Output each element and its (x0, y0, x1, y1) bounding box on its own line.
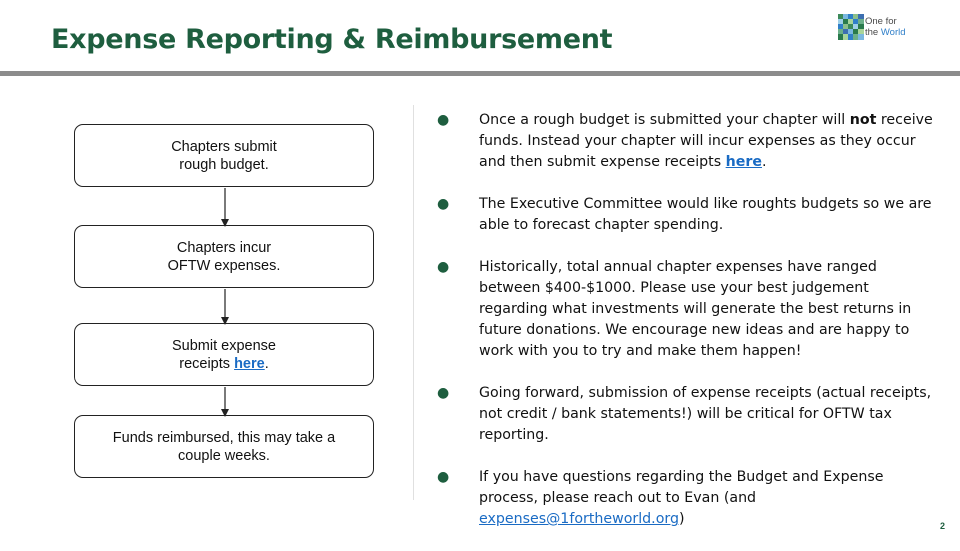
bullet-dot-icon: ● (437, 469, 450, 485)
flow-step-funds-reimbursed (74, 415, 374, 478)
info-bullet-list (430, 110, 940, 551)
logo-text (865, 16, 906, 38)
expenses-email-link[interactable]: expenses@1fortheworld.org (479, 511, 679, 527)
bullet-questions-contact: ● If you have questions regarding the Budget and Expense process, please reach out to Evan (and expenses@1fortheworld.org) (437, 469, 884, 527)
bullet-receipt-submission: ● Going forward, submission of expense receipts (actual receipts, not credit / bank statements!) will be critical for OFTW tax reporting. (437, 385, 932, 443)
bullet-dot-icon: ● (437, 112, 450, 128)
flow-step-submit-budget (74, 124, 374, 187)
column-divider (413, 105, 414, 500)
flow-step-1-line-1: Chapters submit (171, 138, 277, 155)
logo-line-1: One for (865, 16, 897, 27)
flow-step-3-line-2 (179, 355, 268, 373)
logo-line-2a: the (865, 27, 881, 38)
flow-step-3-prefix: receipts (179, 355, 235, 372)
logo-grid-icon (838, 14, 864, 40)
bullet-dot-icon: ● (437, 259, 450, 275)
flow-step-4-line-1: Funds reimbursed, this may take a (112, 429, 336, 446)
logo-line-2b: World (880, 27, 906, 38)
one-for-the-world-logo (838, 14, 918, 42)
bullet-dot-icon: ● (437, 385, 450, 401)
bullet-dot-icon: ● (437, 196, 450, 212)
slide-title: Expense Reporting & Reimbursement (51, 24, 613, 55)
flow-step-4-line-2: couple weeks. (178, 447, 270, 464)
flow-step-2-line-1: Chapters incur (176, 239, 272, 256)
header-rule (0, 71, 960, 76)
flow-step-2-line-2: OFTW expenses. (167, 257, 281, 274)
flow-step-3-suffix: . (264, 355, 269, 372)
bullet-rough-budget: ● Once a rough budget is submitted your chapter will not receive funds. Instead your chapter will incur expenses as they occur and then submit expense receipts here. (437, 112, 933, 170)
receipts-here-link[interactable]: here (234, 355, 265, 372)
flow-step-incur-expenses (74, 225, 374, 288)
page-number: 2 (940, 521, 946, 531)
flow-step-1-line-2: rough budget. (179, 156, 269, 173)
flow-step-submit-receipts (74, 323, 374, 386)
bullet-executive-committee: ● The Executive Committee would like roughts budgets so we are able to forecast chapter spending. (437, 196, 932, 233)
bullet-historical-expenses: ● Historically, total annual chapter expenses have ranged between $400-$1000. Please use your best judgement regarding what investments will generate the best returns in future donations. We encourage new ideas and are happy to work with you to try and make them happen! (437, 259, 912, 359)
flow-step-3-line-1: Submit expense (172, 337, 276, 354)
expense-receipts-here-link[interactable]: here (725, 154, 762, 170)
